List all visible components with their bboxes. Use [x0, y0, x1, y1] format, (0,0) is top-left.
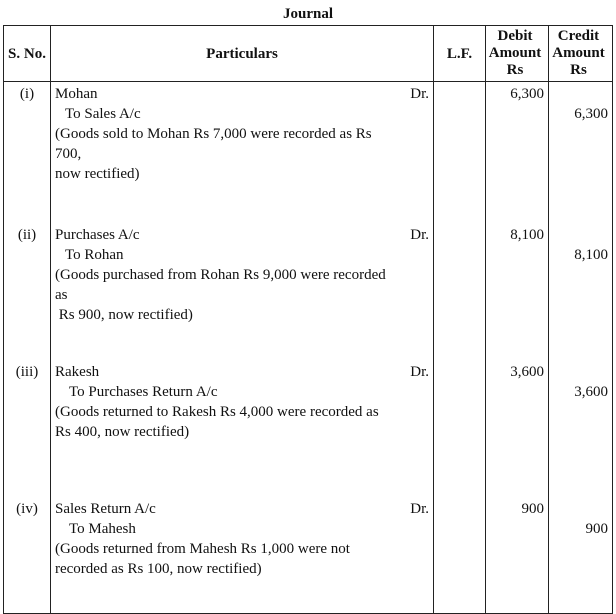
- journal-table: [3, 25, 613, 614]
- entry-sno: (iii): [4, 360, 51, 497]
- entry-particulars: [51, 497, 434, 614]
- debit-amount: 6,300: [486, 82, 549, 224]
- entry-particulars: [51, 360, 434, 497]
- debit-account: Sales Return A/c: [55, 501, 156, 517]
- credit-account: To Rohan: [65, 247, 124, 263]
- journal-title: Journal: [282, 6, 333, 22]
- header-credit: Credit Amount Rs: [549, 26, 613, 82]
- entry-sno: (ii): [4, 223, 51, 360]
- journal-entry: [4, 82, 613, 224]
- dr-label: Dr.: [410, 501, 429, 517]
- debit-amount: 8,100: [486, 223, 549, 360]
- entry-lf: [434, 360, 486, 497]
- dr-label: Dr.: [410, 364, 429, 380]
- narration-line: now rectified): [55, 166, 140, 182]
- credit-account: To Sales A/c: [65, 106, 141, 122]
- entry-sno: (iv): [4, 497, 51, 614]
- header-sno: S. No.: [4, 26, 51, 82]
- debit-account: Mohan: [55, 86, 98, 102]
- header-particulars: Particulars: [51, 26, 434, 82]
- narration-line: (Goods sold to Mohan Rs 7,000 were recorded as Rs: [55, 126, 372, 142]
- debit-amount: 900: [486, 497, 549, 614]
- credit-amount: 6,300: [549, 82, 613, 224]
- header-debit: Debit Amount Rs: [486, 26, 549, 82]
- credit-account: To Purchases Return A/c: [69, 384, 218, 400]
- header-lf: L.F.: [434, 26, 486, 82]
- narration-line: Rs 400, now rectified): [55, 424, 190, 440]
- journal-entry: [4, 360, 613, 497]
- narration-line: (Goods returned to Rakesh Rs 4,000 were recorded as: [55, 404, 379, 420]
- entry-particulars: [51, 223, 434, 360]
- credit-amount: 3,600: [549, 360, 613, 497]
- entry-sno: (i): [4, 82, 51, 224]
- credit-account: To Mahesh: [69, 521, 136, 537]
- debit-account: Purchases A/c: [55, 227, 140, 243]
- narration-line: (Goods purchased from Rohan Rs 9,000 were recorded: [55, 267, 386, 283]
- entry-lf: [434, 223, 486, 360]
- header-row: [4, 26, 613, 82]
- dr-label: Dr.: [410, 227, 429, 243]
- journal-entry: [4, 497, 613, 614]
- credit-amount: 900: [549, 497, 613, 614]
- debit-account: Rakesh: [55, 364, 100, 380]
- narration-line: as: [55, 287, 68, 303]
- credit-amount: 8,100: [549, 223, 613, 360]
- entry-lf: [434, 497, 486, 614]
- narration-line: 700,: [55, 146, 82, 162]
- narration-line: (Goods returned from Mahesh Rs 1,000 were not: [55, 541, 350, 557]
- journal-entry: [4, 223, 613, 360]
- narration-line: Rs 900, now rectified): [55, 307, 193, 323]
- entry-lf: [434, 82, 486, 224]
- dr-label: Dr.: [410, 86, 429, 102]
- narration-line: recorded as Rs 100, now rectified): [55, 561, 262, 577]
- debit-amount: 3,600: [486, 360, 549, 497]
- entry-particulars: [51, 82, 434, 224]
